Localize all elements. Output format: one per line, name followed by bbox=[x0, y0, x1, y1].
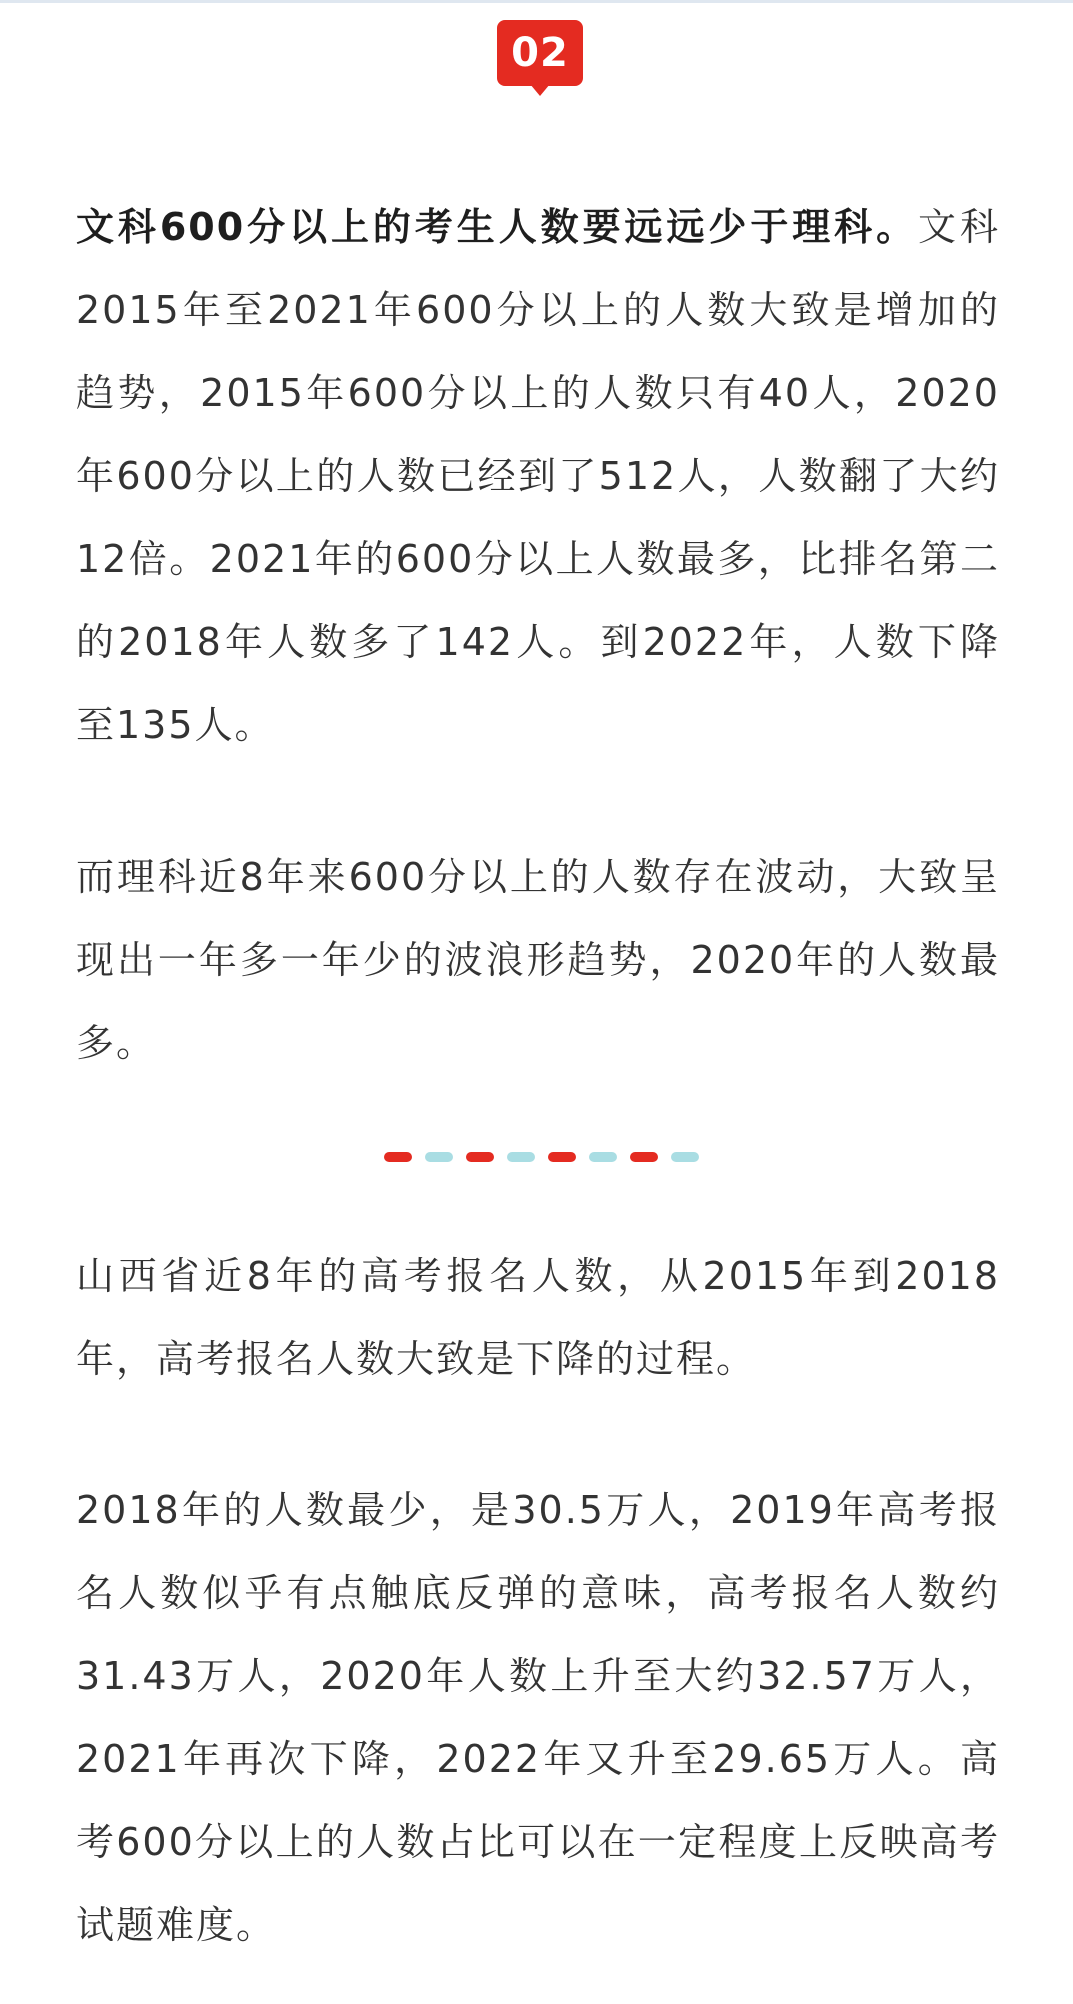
divider-dash bbox=[466, 1152, 494, 1162]
section-number-badge bbox=[497, 20, 583, 98]
paragraph-3: 山西省近8年的高考报名人数，从2015年到2018年，高考报名人数大致是下降的过程。 bbox=[76, 1254, 1000, 1381]
paragraph-2: 而理科近8年来600分以上的人数存在波动，大致呈现出一年多一年少的波浪形趋势，2020年的人数最多。 bbox=[76, 855, 1000, 1065]
divider-dash bbox=[671, 1152, 699, 1162]
top-border-line bbox=[0, 0, 1073, 3]
divider-dash bbox=[384, 1152, 412, 1162]
divider-dash bbox=[425, 1152, 453, 1162]
paragraph-1-highlight: 文科600分以上的考生人数要远远少于理科。 bbox=[76, 205, 919, 249]
paragraph-1-body: 文科2015年至2021年600分以上的人数大致是增加的趋势，2015年600分以上的人数只有40人，2020年600分以上的人数已经到了512人，人数翻了大约12倍。2021年的600分以上人数最多，比排名第二的2018年人数多了142人。到2022年，人数下降至135人。 bbox=[76, 205, 1000, 747]
badge-pointer bbox=[530, 84, 550, 96]
section-number: 02 bbox=[497, 20, 583, 86]
dashed-divider bbox=[384, 1152, 696, 1164]
paragraph-4: 2018年的人数最少，是30.5万人，2019年高考报名人数似乎有点触底反弹的意味，高考报名人数约31.43万人，2020年人数上升至大约32.57万人，2021年再次下降，2022年又升至29.65万人。高考600分以上的人数占比可以在一定程度上反映高考试题难度。 bbox=[76, 1488, 1000, 1947]
divider-dash bbox=[548, 1152, 576, 1162]
divider-dash bbox=[589, 1152, 617, 1162]
paragraph-1 bbox=[76, 186, 1000, 767]
divider-dash bbox=[630, 1152, 658, 1162]
divider-dash bbox=[507, 1152, 535, 1162]
